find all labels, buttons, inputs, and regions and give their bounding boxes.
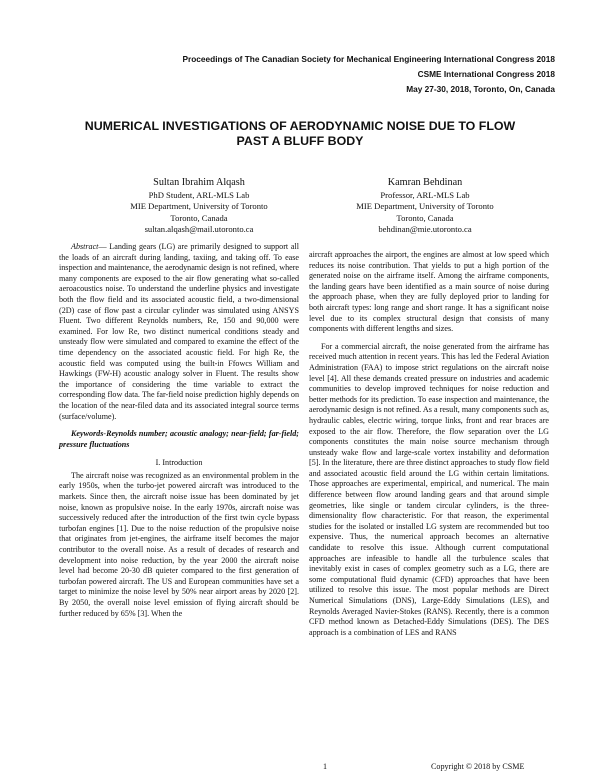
copyright: Copyright © 2018 by CSME <box>431 762 525 771</box>
author-dept: MIE Department, University of Toronto <box>130 201 268 212</box>
page-number: 1 <box>323 762 328 771</box>
section-heading: I. Introduction <box>155 458 203 468</box>
title-line-1: NUMERICAL INVESTIGATIONS OF AERODYNAMIC NOISE DUE TO FLOW <box>84 119 516 133</box>
author-block-1 <box>84 176 314 235</box>
author-city: Toronto, Canada <box>170 212 228 223</box>
author-role: Professor, ARL-MLS Lab <box>380 190 470 200</box>
author-email[interactable]: behdinan@mie.utoronto.ca <box>378 223 472 234</box>
body-paragraph-2: For a commercial aircraft, the noise generated from the airframe has received much attention in recent years. This has led the Federal Aviation Administration (FAA) to impose strict regulations on the aircraft noise level [4]. All these demands created pressure on industries and academic communities to develop improved techniques for noise reduction and better methods for its prediction. To ease inspection and maintenance, the aerodynamic design is not refined. As a result, many components such as, hydraulic cables, electric wiring, torque links, front and rear braces are exposed to the air flow. Therefore, the flow separation over the LG components constitutes the main noise source mechanism through unsteady wake flow and large-scale vortex instability and deformation [5]. In the literature, there are three distinct approaches to study flow field and associated acoustic field around the LG within certain limitations. Those approaches are experimental, empirical, and numerical. The main difference between flow around landing gears and that around simple geometries, like single or tandem circular cylinders, is the three-dimensionality flow characteristic. For that reason, the experimental studies for the isolated or installed LG system are recommended but too expensive. Thus, the numerical approach becomes an alternative candidate to resolve this issue. Although current computational approaches are infeasible to handle all the turbulence scales that inevitably exist in cases of complex geometry such as a LG, there are some computational fluid dynamic (CFD) approaches that have been utilized to resolve this issue. The most popular methods are Direct Numerical Simulations (DNS), Large-Eddy Simulations (LES), and Reynolds Averaged Navier-Stokes (RANS). Recently, there is a common CFD method known as Detached-Eddy Simulations (DES). The DES approach is a combination of LES and RANS <box>309 341 549 637</box>
abstract-label: Abstract <box>71 242 99 251</box>
author-name: Kamran Behdinan <box>387 177 463 188</box>
author-block-2 <box>310 176 540 235</box>
proceedings-header <box>182 52 555 97</box>
keywords: Keywords-Reynolds number; acoustic analogy; near-field; far-field; pressure fluctuations <box>59 429 299 449</box>
header-line-3: May 27-30, 2018, Toronto, On, Canada <box>406 84 555 94</box>
left-column <box>59 242 299 619</box>
author-city: Toronto, Canada <box>396 212 454 223</box>
header-line-1: Proceedings of The Canadian Society for Mechanical Engineering International Congress 2018 <box>182 54 555 64</box>
abstract-text: — Landing gears (LG) are primarily designed to support all the loads of an aircraft during landing, taxiing, and taking off. To ease inspection and maintenance, the aerodynamic design is not refined, where many components are exposed to the air flow generating what so-called aeroacoustics noise. To understand the underline physics and investigate both the flow field and its associated acoustic field, a two-dimensional (2D) case of flow past a circular cylinder was simulated using ANSYS Fluent. Two different Reynolds numbers, Re, 150 and 90,000 were examined. For low Re, two distinct numerical conditions steady and unsteady flow were simulated and compared to examine the effect of the time dependency on the associated acoustic field. For high Re, the acoustic field was computed using the built-in Ffowcs William and Hawkings (FW-H) acoustic analogy solver in Fluent. The results show the importance of considering the time variable to extract the corresponding flow data. The far-field noise prediction highly depends on the location of the near-filed data and its associated integral source terms (surface/volume). <box>59 242 299 421</box>
title-line-2: PAST A BLUFF BODY <box>236 134 364 148</box>
body-paragraph-1: aircraft approaches the airport, the engines are almost at low speed which reduces its noise contribution. That yields to put a high portion of the generated noise on the airframe itself. Among the airframe components, the landing gears have been identified as a main source of noise during the approach phase, when they are fully deployed prior to landing for both aircraft types: long range and short range. It has a significant noise level due to its complex structural design that consists of many components with different lengths and sizes. <box>309 250 549 334</box>
abstract-paragraph <box>59 242 299 422</box>
paper-title <box>40 119 560 149</box>
paragraph-gap <box>309 335 549 342</box>
header-line-2: CSME International Congress 2018 <box>417 69 555 79</box>
author-name: Sultan Ibrahim Alqash <box>153 177 245 188</box>
author-email[interactable]: sultan.alqash@mail.utoronto.ca <box>144 223 254 234</box>
right-column <box>309 250 549 638</box>
intro-paragraph: The aircraft noise was recognized as an environmental problem in the early 1950s, when the turbo-jet powered aircraft was introduced to the markets. Since then, the aircraft noise issue has been dominated by jet noise, known as propulsive noise. In the early 1970s, aircraft noise was successively reduced after the introduction of the first twin cycle bypass turbofan engines [1]. Due to the noise reduction of the propulsive noise that originates from jet-engines, the airframe itself becomes the major contributor to the overall noise. As a result of decades of research and development into noise reduction, by the year 2000 the aircraft noise level had become 20-30 dB quieter compared to the first generation of turbofan powered aircraft. The US and European communities have set a target to minimize the noise level by 50% near airport areas by 2020 [2]. By 2050, the overall noise level emission of flying aircraft should be further reduced by 65% [3]. When the <box>59 470 299 618</box>
author-dept: MIE Department, University of Toronto <box>356 201 494 212</box>
author-role: PhD Student, ARL-MLS Lab <box>148 190 250 200</box>
